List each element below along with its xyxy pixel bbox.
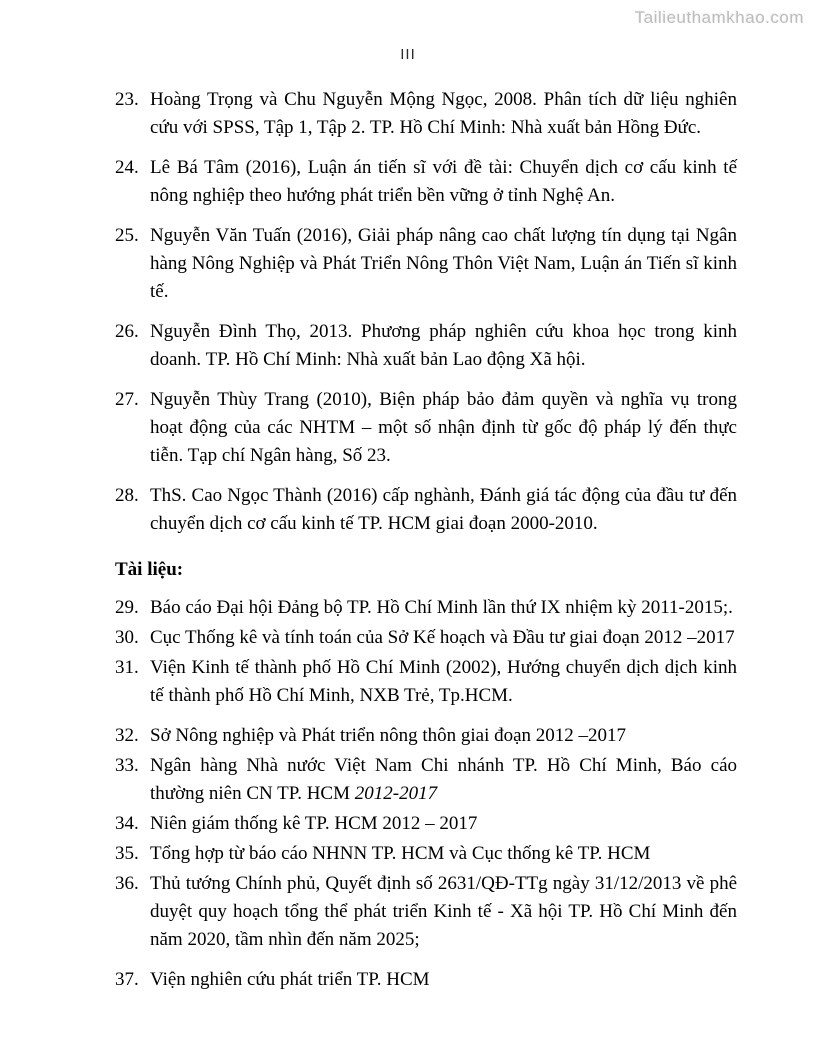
reference-number: 23.	[115, 89, 139, 110]
reference-text: Nguyễn Thùy Trang (2010), Biện pháp bảo đảm quyền và nghĩa vụ trong hoạt động của các NHTM – một số nhận định từ gốc độ pháp lý đến thực tiễn. Tạp chí Ngân hàng, Số 23.	[150, 389, 737, 466]
reference-item-29	[115, 594, 737, 622]
reference-item-36	[115, 870, 737, 954]
reference-text: Cục Thống kê và tính toán của Sở Kế hoạch và Đầu tư giai đoạn 2012 –2017	[150, 627, 735, 648]
reference-item-32	[115, 722, 737, 750]
reference-text: Viện Kinh tế thành phố Hồ Chí Minh (2002), Hướng chuyển dịch dịch kinh tế thành phố Hồ Chí Minh, NXB Trẻ, Tp.HCM.	[150, 657, 737, 706]
reference-text: Thủ tướng Chính phủ, Quyết định số 2631/QĐ-TTg ngày 31/12/2013 về phê duyệt quy hoạch tổng thể phát triển Kinh tế - Xã hội TP. Hồ Chí Minh đến năm 2020, tầm nhìn đến năm 2025;	[150, 873, 737, 950]
reference-text: Niên giám thống kê TP. HCM 2012 – 2017	[150, 813, 478, 834]
reference-item-34	[115, 810, 737, 838]
reference-item-33	[115, 752, 737, 808]
watermark: Tailieuthamkhao.com	[634, 8, 804, 27]
section-heading: Tài liệu:	[115, 559, 184, 580]
reference-item-25	[115, 222, 737, 306]
reference-number: 32.	[115, 725, 139, 746]
reference-number: 30.	[115, 627, 139, 648]
reference-number: 35.	[115, 843, 139, 864]
reference-item-27	[115, 386, 737, 470]
reference-text: Tổng hợp từ báo cáo NHNN TP. HCM và Cục thống kê TP. HCM	[150, 843, 651, 864]
reference-item-35	[115, 840, 737, 868]
reference-number: 27.	[115, 389, 139, 410]
reference-item-28	[115, 482, 737, 538]
reference-text: Viện nghiên cứu phát triển TP. HCM	[150, 969, 430, 990]
reference-item-37	[115, 966, 737, 994]
reference-text: ThS. Cao Ngọc Thành (2016) cấp nghành, Đánh giá tác động của đầu tư đến chuyển dịch cơ cấu kinh tế TP. HCM giai đoạn 2000-2010.	[150, 485, 737, 534]
reference-number: 33.	[115, 755, 139, 776]
reference-number: 25.	[115, 225, 139, 246]
reference-text: Lê Bá Tâm (2016), Luận án tiến sĩ với đề tài: Chuyển dịch cơ cấu kinh tế nông nghiệp theo hướng phát triển bền vững ở tỉnh Nghệ An.	[150, 157, 737, 206]
reference-text: Nguyễn Văn Tuấn (2016), Giải pháp nâng cao chất lượng tín dụng tại Ngân hàng Nông Nghiệp và Phát Triển Nông Thôn Việt Nam, Luận án Tiến sĩ kinh tế.	[150, 225, 737, 302]
reference-number: 29.	[115, 597, 139, 618]
reference-text: Hoàng Trọng và Chu Nguyễn Mộng Ngọc, 2008. Phân tích dữ liệu nghiên cứu với SPSS, Tập 1, Tập 2. TP. Hồ Chí Minh: Nhà xuất bản Hồng Đức.	[150, 89, 737, 138]
reference-text: Báo cáo Đại hội Đảng bộ TP. Hồ Chí Minh lần thứ IX nhiệm kỳ 2011-2015;.	[150, 597, 733, 618]
reference-text	[150, 752, 737, 808]
reference-number: 37.	[115, 969, 139, 990]
reference-number: 36.	[115, 873, 139, 894]
reference-item-24	[115, 154, 737, 210]
reference-text: Nguyễn Đình Thọ, 2013. Phương pháp nghiên cứu khoa học trong kinh doanh. TP. Hồ Chí Minh: Nhà xuất bản Lao động Xã hội.	[150, 321, 737, 370]
reference-text-italic: 2012-2017	[354, 783, 438, 804]
references-group-2	[115, 594, 737, 994]
reference-item-30	[115, 624, 737, 652]
reference-item-23	[115, 86, 737, 142]
reference-number: 34.	[115, 813, 139, 834]
references-group-1	[115, 86, 737, 538]
reference-number: 28.	[115, 485, 139, 506]
reference-item-26	[115, 318, 737, 374]
reference-item-31	[115, 654, 737, 710]
page-number: III	[400, 46, 416, 63]
reference-number: 26.	[115, 321, 139, 342]
references-content	[115, 86, 737, 996]
reference-number: 31.	[115, 657, 139, 678]
reference-text: Sở Nông nghiệp và Phát triển nông thôn giai đoạn 2012 –2017	[150, 725, 627, 746]
reference-text-regular: Ngân hàng Nhà nước Việt Nam Chi nhánh TP. Hồ Chí Minh, Báo cáo thường niên CN TP. HCM	[150, 755, 737, 804]
reference-number: 24.	[115, 157, 139, 178]
